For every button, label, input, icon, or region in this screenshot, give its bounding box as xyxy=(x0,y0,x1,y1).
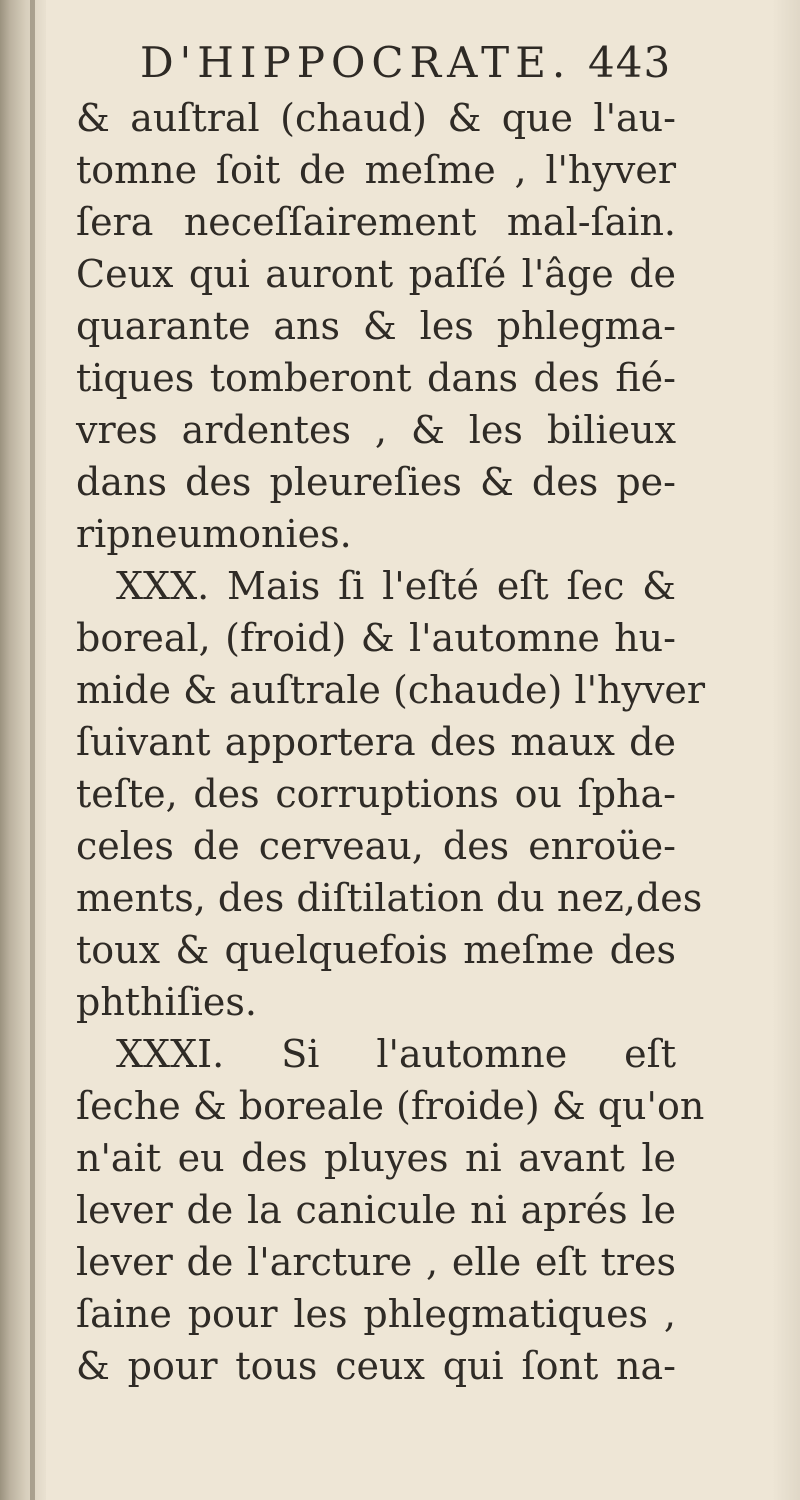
paragraph-start-xxxi: XXXI. Si l'automne eſt xyxy=(116,1032,676,1076)
text-line: tomne ſoit de meſme , l'hyver xyxy=(76,148,676,192)
paragraph-start-xxx: XXX. Mais ſi l'eſté eſt ſec & xyxy=(116,564,676,608)
text-line: teſte, des corruptions ou ſpha- xyxy=(76,772,676,816)
text-line: ſaine pour les phlegmatiques , xyxy=(76,1292,676,1336)
text-line: tiques tomberont dans des fié- xyxy=(76,356,676,400)
text-line: mide & auſtrale (chaude) l'hyver xyxy=(76,668,706,712)
text-line: lever de l'arcture , elle eſt tres xyxy=(76,1240,676,1284)
text-line: Ceux qui auront paſſé l'âge de xyxy=(76,252,676,296)
page-number: 443 xyxy=(588,38,672,87)
text-line: dans des pleureſies & des pe- xyxy=(76,460,676,504)
text-line: & auſtral (chaud) & que l'au- xyxy=(76,96,676,140)
text-line: ſuivant apportera des maux de xyxy=(76,720,676,764)
text-line: toux & quelquefois meſme des xyxy=(76,928,676,972)
text-line: celes de cerveau, des enroüe- xyxy=(76,824,676,868)
text-line: quarante ans & les phlegma- xyxy=(76,304,676,348)
running-head: D'HIPPOCRATE. xyxy=(140,38,572,87)
text-line: phthiſies. xyxy=(76,980,257,1024)
text-line: & pour tous ceux qui ſont na- xyxy=(76,1344,676,1388)
text-line: ments, des diſtilation du nez,des xyxy=(76,876,703,920)
body-text xyxy=(76,92,706,1392)
page-gutter xyxy=(0,0,46,1500)
text-line: lever de la canicule ni aprés le xyxy=(76,1188,676,1232)
text-line: ſeche & boreale (froide) & qu'on xyxy=(76,1084,705,1128)
page-edge-shadow xyxy=(772,0,800,1500)
page-header xyxy=(140,38,672,98)
text-line: boreal, (froid) & l'automne hu- xyxy=(76,616,676,660)
text-line: n'ait eu des pluyes ni avant le xyxy=(76,1136,676,1180)
binding-shadow xyxy=(30,0,35,1500)
text-line: ripneumonies. xyxy=(76,512,352,556)
text-line: vres ardentes , & les bilieux xyxy=(76,408,676,452)
text-line: ſera neceſſairement mal-ſain. xyxy=(76,200,676,244)
